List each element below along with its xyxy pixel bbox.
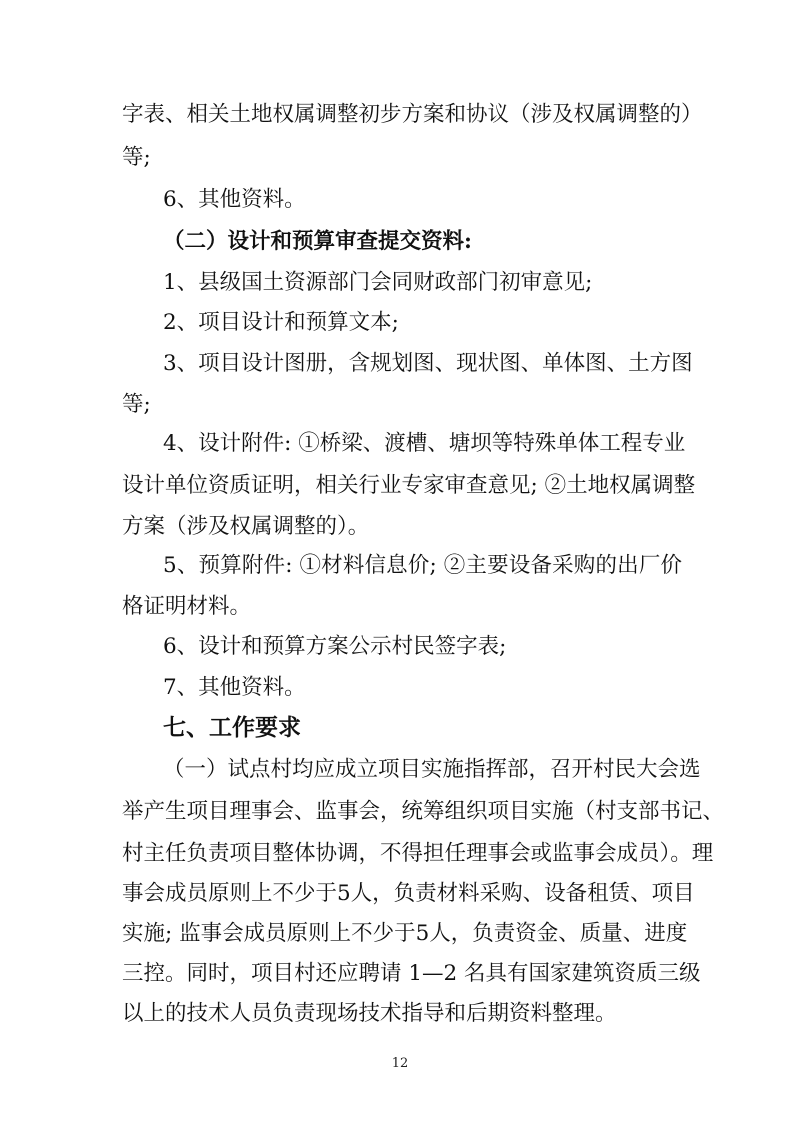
body-line: 3、项目设计图册，含规划图、现状图、单体图、土方图 xyxy=(163,351,693,376)
body-line: 7、其他资料。 xyxy=(163,675,306,700)
body-line: 等; xyxy=(122,145,151,170)
body-line: 字表、相关土地权属调整初步方案和协议（涉及权属调整的） xyxy=(122,102,703,127)
body-line: 举产生项目理事会、监事会，统筹组织项目实施（村支部书记、 xyxy=(122,799,725,824)
body-line: 2、项目设计和预算文本; xyxy=(163,310,399,335)
section-heading: （二）设计和预算审查提交资料: xyxy=(163,229,472,254)
body-line: 5、预算附件: ①材料信息价; ②主要设备采购的出厂价 xyxy=(163,553,682,578)
body-line: 4、设计附件: ①桥梁、渡槽、塘坝等特殊单体工程专业 xyxy=(163,431,686,456)
body-line: 1、县级国土资源部门会同财政部门初审意见; xyxy=(163,270,593,295)
chapter-heading: 七、工作要求 xyxy=(163,714,301,741)
body-line: 村主任负责项目整体协调，不得担任理事会或监事会成员）。理 xyxy=(122,841,714,866)
body-line: 设计单位资质证明，相关行业专家审查意见; ②土地权属调整 xyxy=(122,473,696,498)
body-line: （一）试点村均应成立项目实施指挥部，召开村民大会选 xyxy=(163,757,701,782)
body-line: 实施; 监事会成员原则上不少于5人，负责资金、质量、进度 xyxy=(122,921,688,946)
page-number: 12 xyxy=(391,1056,409,1071)
body-line: 格证明材料。 xyxy=(122,594,252,619)
body-line: 方案（涉及权属调整的）。 xyxy=(122,514,370,539)
body-line: 事会成员原则上不少于5人，负责材料采购、设备租赁、项目 xyxy=(122,881,695,906)
body-line: 等; xyxy=(122,392,151,417)
body-line: 以上的技术人员负责现场技术指导和后期资料整理。 xyxy=(122,1001,617,1026)
body-line: 三控。同时，项目村还应聘请 1—2 名具有国家建筑资质三级 xyxy=(122,961,701,986)
body-line: 6、其他资料。 xyxy=(163,187,306,212)
body-line: 6、设计和预算方案公示村民签字表; xyxy=(163,634,507,659)
